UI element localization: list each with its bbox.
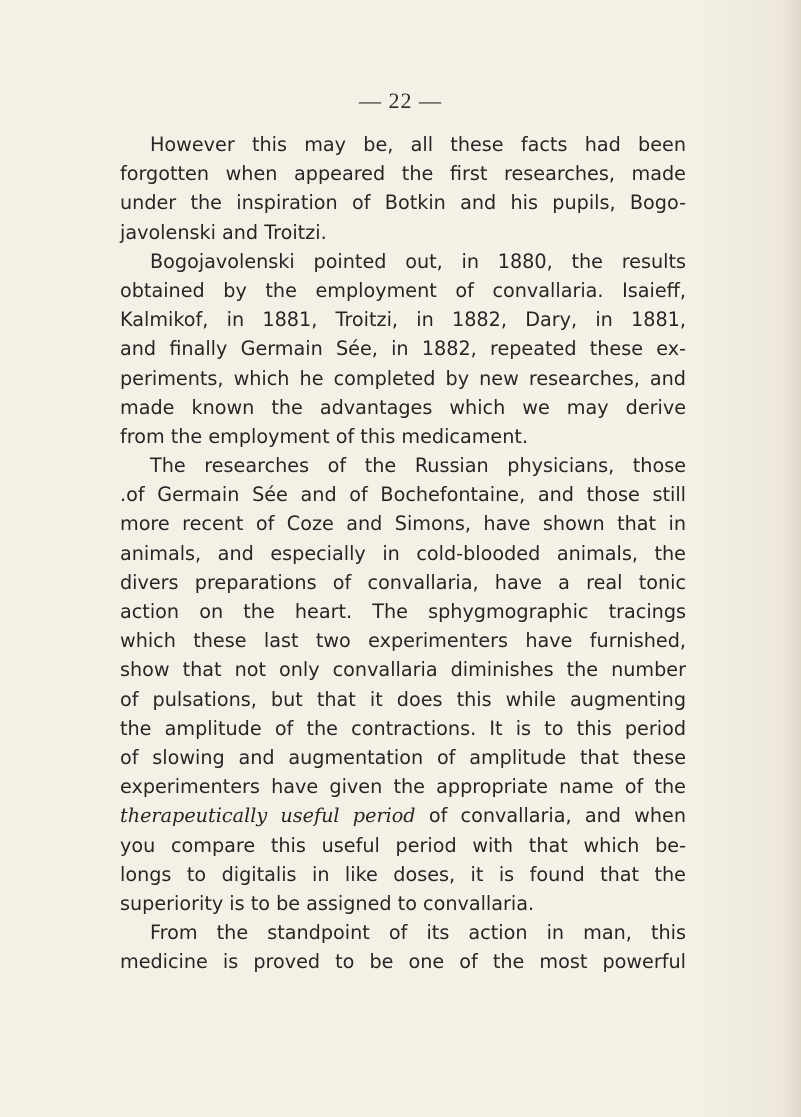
text-line: periments, which he completed by new researches, and [120, 366, 686, 390]
text-line: action on the heart. The sphygmographic tracings [120, 600, 686, 623]
text-line: From the standpoint of its action in man, this [150, 921, 686, 945]
text-line: medicine is proved to be one of the most powerful [120, 950, 686, 974]
text-line: more recent of Coze and Simons, have shown that in [120, 512, 686, 536]
text-line: forgotten when appeared the first researches, made [120, 162, 686, 186]
text-line: from the employment of this medicament. [120, 424, 529, 448]
text-line: animals, and especially in cold-blooded animals, the [120, 541, 686, 565]
body-text [120, 130, 686, 976]
text-line: javolenski and Troitzi. [120, 220, 327, 244]
text-line: you compare this useful period with that which be- [120, 833, 686, 857]
text-line: Bogojavolenski pointed out, in 1880, the results [150, 249, 686, 273]
text-line: Kalmikof, in 1881, Troitzi, in 1882, Dary, in 1881, [120, 308, 686, 332]
text-line: However this may be, all these facts had been [150, 133, 686, 156]
italic-phrase: therapeutically useful period [120, 804, 416, 828]
line-text: of convallaria, and when [415, 804, 687, 828]
text-line: obtained by the employment of convallaria. Isaieff, [120, 278, 686, 302]
text-line: The researches of the Russian physicians, those [150, 454, 686, 478]
text-line: the amplitude of the contractions. It is to this period [120, 716, 686, 740]
text-line: experimenters have given the appropriate name of the [120, 775, 686, 799]
text-line: under the inspiration of Botkin and his pupils, Bogo- [120, 191, 686, 215]
text-line: .of Germain Sée and of Bochefontaine, and those still [120, 483, 686, 507]
text-line [120, 801, 686, 830]
text-line: longs to digitalis in like doses, it is found that the [120, 862, 686, 886]
text-line: which these last two experimenters have furnished, [120, 629, 686, 653]
text-line: of slowing and augmentation of amplitude that these [120, 745, 686, 769]
page-edge-shadow [783, 0, 801, 1117]
page-number: — 22 — [359, 88, 442, 113]
text-line: of pulsations, but that it does this while augmenting [120, 687, 686, 711]
text-line: and finally Germain Sée, in 1882, repeated these ex- [120, 337, 686, 361]
text-line: superiority is to be assigned to convallaria. [120, 891, 535, 915]
text-line: divers preparations of convallaria, have a real tonic [120, 570, 686, 594]
text-line: made known the advantages which we may derive [120, 395, 686, 419]
text-line: show that not only convallaria diminishes the number [120, 658, 686, 682]
